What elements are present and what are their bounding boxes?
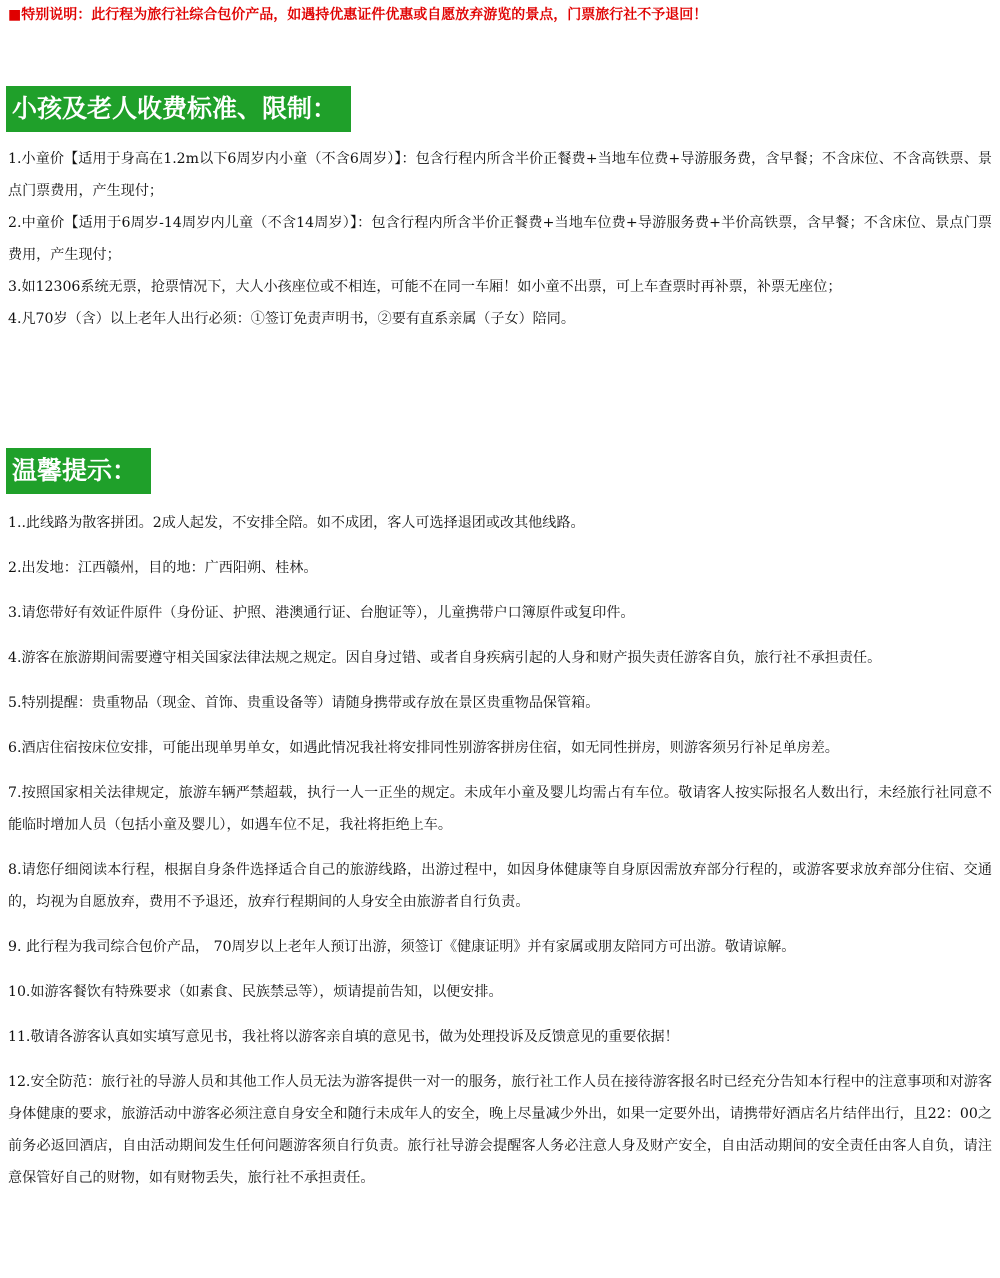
list-item: 12.安全防范：旅行社的导游人员和其他工作人员无法为游客提供一对一的服务，旅行社工作人员在接待游客报名时已经充分告知本行程中的注意事项和对游客身体健康的要求，旅游活动中游客必须注意自身安全和随行未成年人的安全，晚上尽量减少外出，如果一定要外出，请携带好酒店名片结伴出行，且22：00之前务必返回酒店，自由活动期间发生任何问题游客须自行负责。旅行社导游会提醒客人务必注意人身及财产安全，自由活动期间的安全责任由客人自负，请注意保管好自己的财物，如有财物丢失，旅行社不承担责任。 (8, 1074, 992, 1186)
list-item: 11.敬请各游客认真如实填写意见书，我社将以游客亲自填的意见书，做为处理投诉及反馈意见的重要依据！ (8, 1029, 679, 1045)
list-item: 8.请您仔细阅读本行程，根据自身条件选择适合自己的旅游线路，出游过程中，如因身体健康等自身原因需放弃部分行程的，或游客要求放弃部分住宿、交通的，均视为自愿放弃，费用不予退还，放弃行程期间的人身安全由旅游者自行负责。 (8, 862, 992, 910)
list-item: 2.出发地：江西赣州，目的地：广西阳朔、桂林。 (8, 560, 318, 576)
list-item: 1.小童价【适用于身高在1.2m以下6周岁内小童（不含6周岁）】：包含行程内所含半价正餐费+当地车位费+导游服务费，含早餐；不含床位、不含高铁票、景点门票费用，产生现付； (8, 151, 992, 199)
tips-list (8, 507, 992, 1194)
special-notice: ■特别说明：此行程为旅行社综合包价产品，如遇持优惠证件优惠或自愿放弃游览的景点，门票旅行社不予退回！ (8, 7, 708, 23)
section-heading-tips: 温馨提示： (6, 448, 151, 494)
list-item: 6.酒店住宿按床位安排，可能出现单男单女，如遇此情况我社将安排同性别游客拼房住宿，如无同性拼房，则游客须另行补足单房差。 (8, 740, 839, 756)
section-heading-children-elderly: 小孩及老人收费标准、限制： (6, 86, 351, 132)
list-item: 3.如12306系统无票，抢票情况下，大人小孩座位或不相连，可能不在同一车厢！如小童不出票，可上车查票时再补票，补票无座位； (8, 279, 842, 295)
list-item: 2.中童价【适用于6周岁-14周岁内儿童（不含14周岁）】：包含行程内所含半价正餐费+当地车位费+导游服务费+半价高铁票，含早餐；不含床位、景点门票费用，产生现付； (8, 215, 992, 263)
list-item: 4.凡70岁（含）以上老年人出行必须：①签订免责声明书，②要有直系亲属（子女）陪同。 (8, 311, 575, 327)
list-item: 5.特别提醒：贵重物品（现金、首饰、贵重设备等）请随身携带或存放在景区贵重物品保管箱。 (8, 695, 600, 711)
list-item: 10.如游客餐饮有特殊要求（如素食、民族禁忌等），烦请提前告知，以便安排。 (8, 984, 503, 1000)
list-item: 7.按照国家相关法律规定，旅游车辆严禁超载，执行一人一正坐的规定。未成年小童及婴儿均需占有车位。敬请客人按实际报名人数出行，未经旅行社同意不能临时增加人员（包括小童及婴儿），如遇车位不足，我社将拒绝上车。 (8, 785, 992, 833)
list-item: 9. 此行程为我司综合包价产品， 70周岁以上老年人预订出游，须签订《健康证明》并有家属或朋友陪同方可出游。敬请谅解。 (8, 939, 796, 955)
list-item: 4.游客在旅游期间需要遵守相关国家法律法规之规定。因自身过错、或者自身疾病引起的人身和财产损失责任游客自负，旅行社不承担责任。 (8, 650, 882, 666)
children-elderly-rules (8, 143, 992, 335)
list-item: 3.请您带好有效证件原件（身份证、护照、港澳通行证、台胞证等），儿童携带户口簿原件或复印件。 (8, 605, 635, 621)
list-item: 1..此线路为散客拼团。2成人起发，不安排全陪。如不成团，客人可选择退团或改其他线路。 (8, 515, 585, 531)
